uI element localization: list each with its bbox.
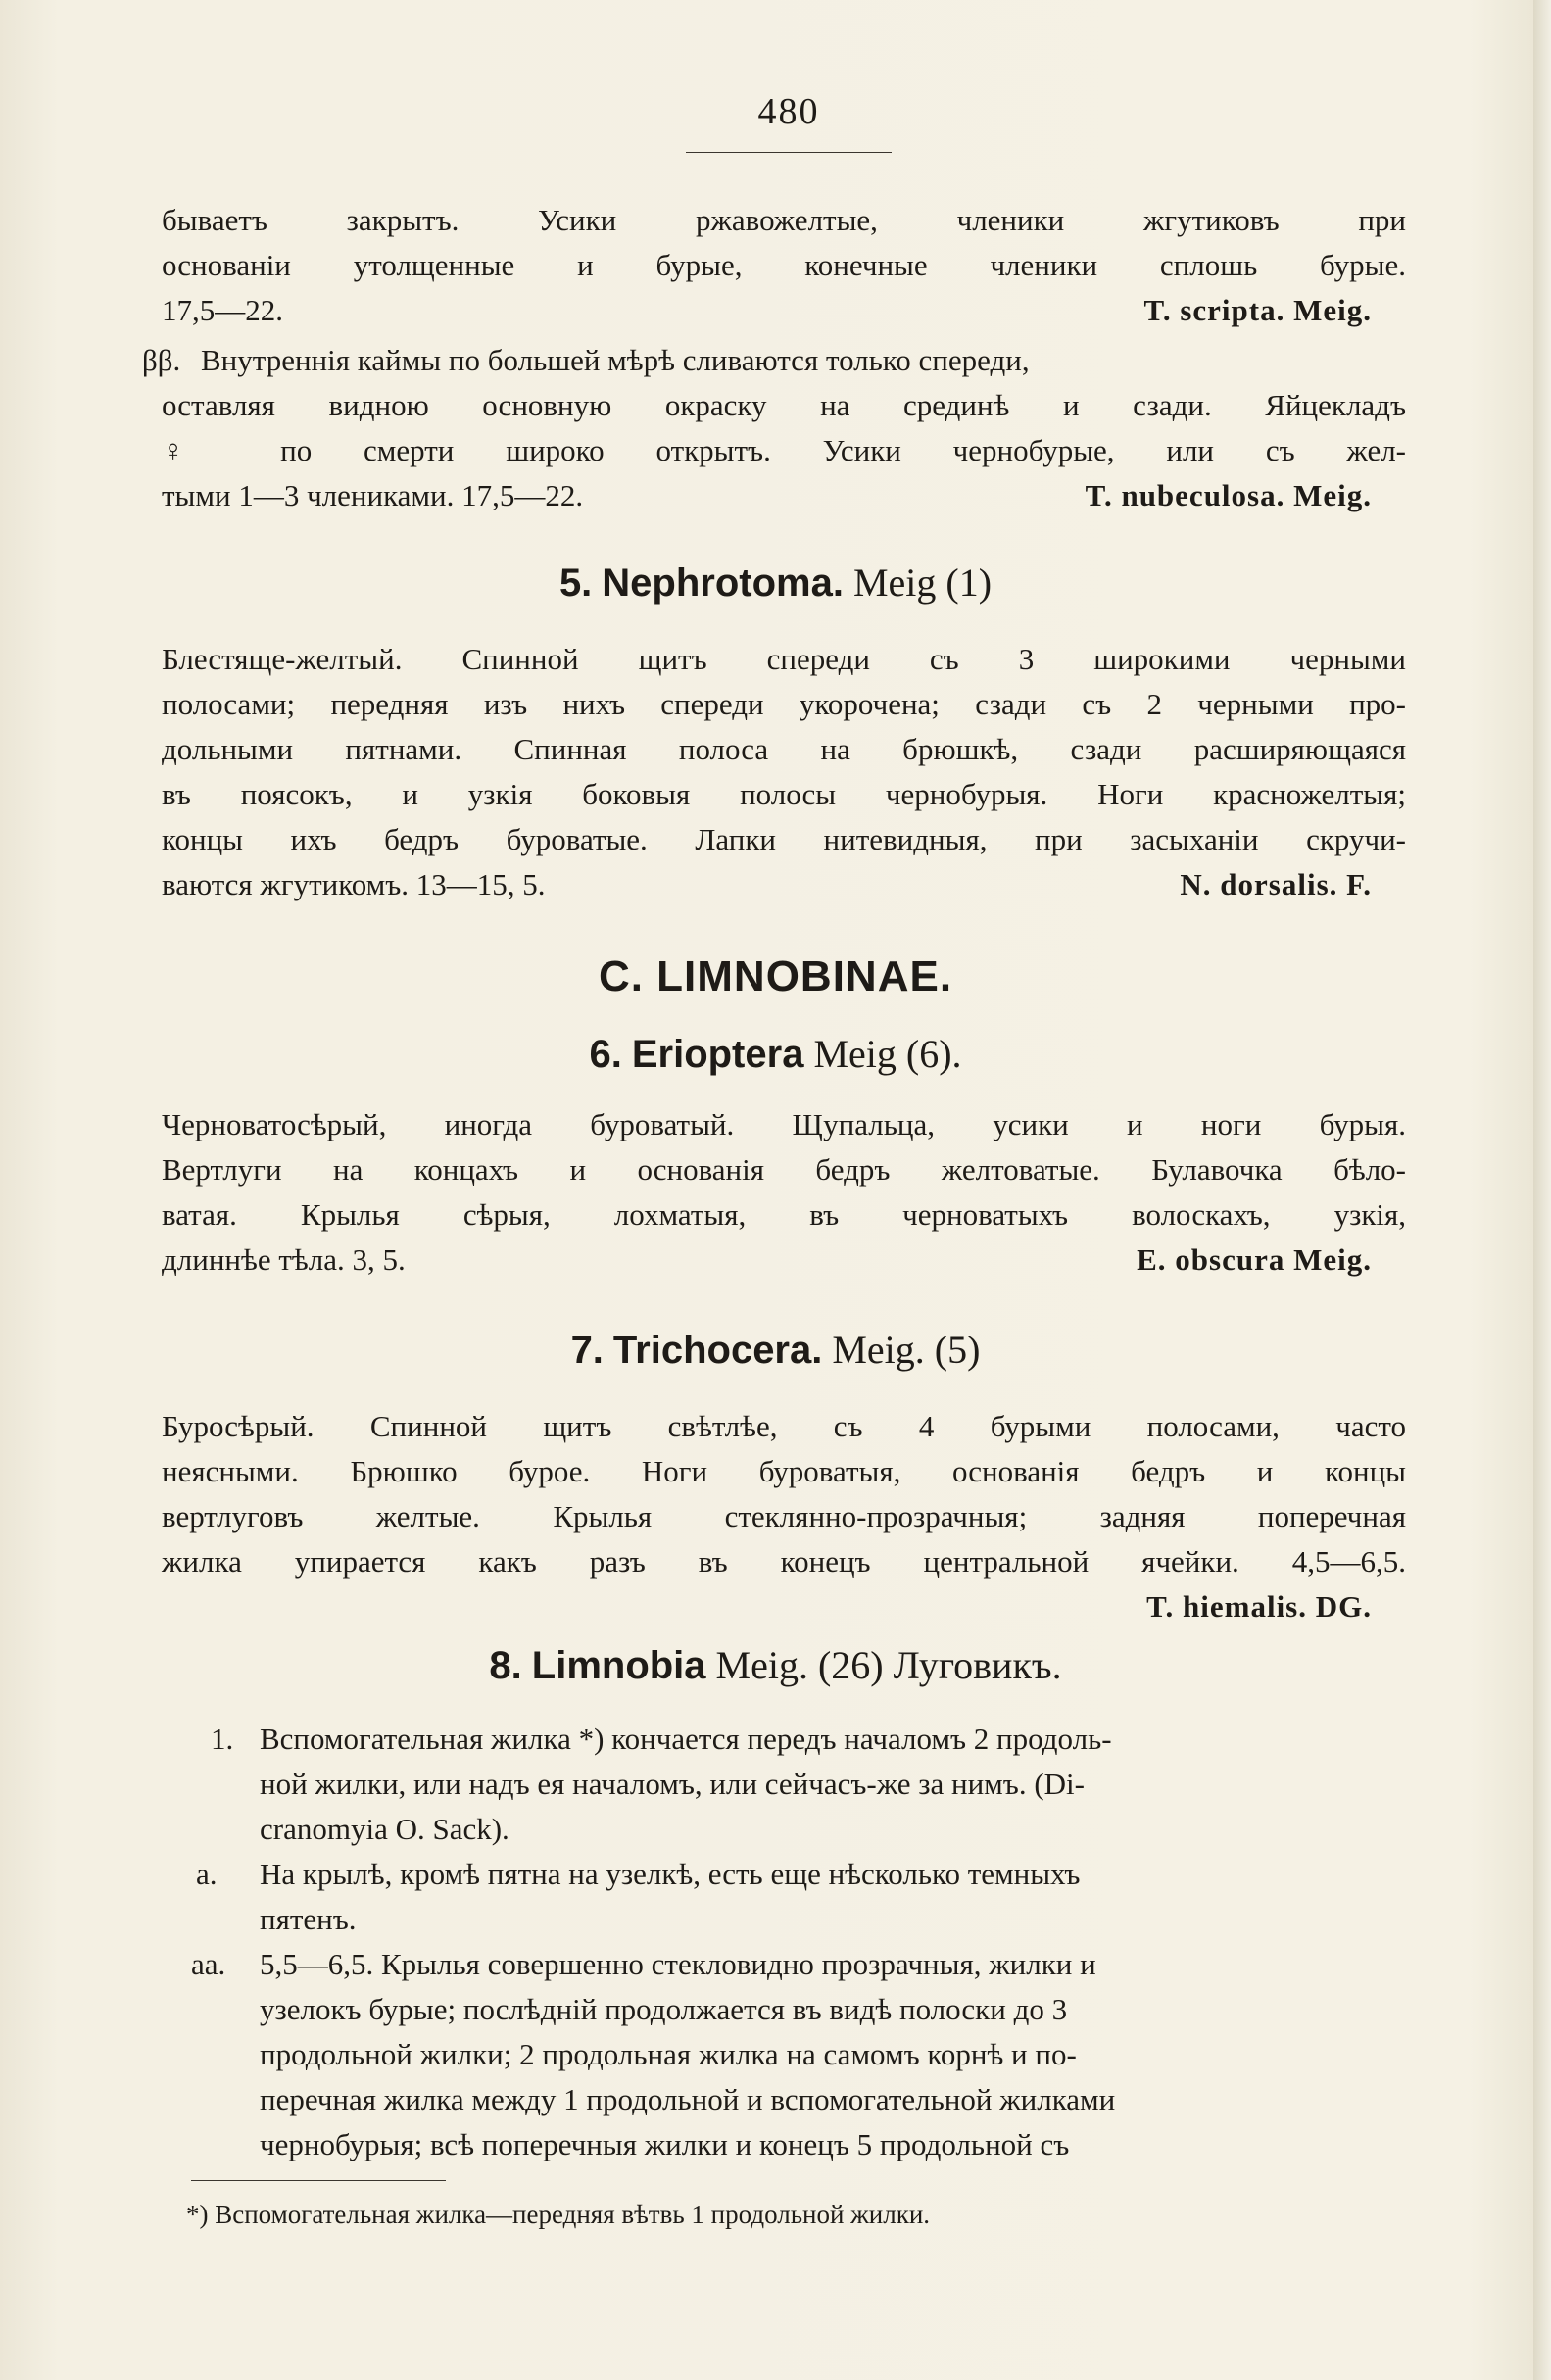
text-line-last — [162, 473, 1406, 518]
text-line — [191, 1942, 1406, 1987]
key-marker: 1. — [211, 1722, 234, 1756]
species-name: T. scripta. Meig. — [1143, 293, 1372, 327]
text-line — [211, 1717, 1406, 1762]
text-line: ♀ по смерти широко открытъ. Усики чернобурые, или съ жел- — [162, 433, 1406, 467]
text-line: перечная жилка между 1 продольной и вспомогательной жилками — [260, 2082, 1116, 2116]
genus-heading-limnobia — [0, 1638, 1551, 1693]
genus-name: Erioptera — [631, 1033, 804, 1076]
page-edge — [1533, 0, 1551, 2380]
genus-name: Nephrotoma. — [602, 561, 844, 605]
paragraph-erioptera — [162, 1102, 1406, 1283]
text-line: вертлуговъ желтые. Крылья стеклянно-прозрачныя; задняя поперечная — [162, 1499, 1406, 1533]
key-marker: a. — [196, 1857, 218, 1891]
paragraph-nephrotoma — [162, 637, 1406, 907]
page-number: 480 — [757, 91, 820, 132]
text-line-last — [162, 1584, 1406, 1629]
text-line: въ поясокъ, и узкiя боковыя полосы чернобурыя. Ноги красножелтыя; — [162, 777, 1406, 811]
measurement: 17,5—22. — [162, 293, 283, 327]
header-rule — [686, 152, 892, 153]
genus-heading-nephrotoma — [0, 556, 1551, 610]
genus-author: Meig (6). — [813, 1032, 962, 1076]
genus-name: Trichocera. — [612, 1329, 823, 1372]
measurement: тыми 1—3 члениками. 17,5—22. — [162, 478, 584, 512]
genus-number: 7. — [570, 1329, 604, 1372]
text-segment: Вспомогательная жилка *) кончается передъ началомъ 2 продоль- — [260, 1722, 1112, 1756]
text-line: чернобурыя; всѣ поперечныя жилки и конецъ 5 продольной съ — [260, 2127, 1070, 2161]
text-line: бываетъ закрытъ. Усики ржавожелтые, членики жгутиковъ при — [162, 203, 1406, 237]
paragraph-trichocera — [162, 1404, 1406, 1629]
text-line-last — [162, 1238, 1406, 1283]
genus-name: Limnobia — [531, 1644, 706, 1687]
paragraph-scripta — [162, 198, 1406, 333]
text-line: Вертлуги на концахъ и основанiя бедръ желтоватые. Булавочка бѣло- — [162, 1152, 1406, 1187]
genus-number: 6. — [589, 1033, 622, 1076]
genus-number: 5. — [558, 561, 593, 605]
text-line — [142, 338, 1406, 383]
genus-number: 8. — [489, 1644, 522, 1687]
text-line-last — [162, 862, 1406, 907]
text-line: полосами; передняя изъ нихъ спереди укорочена; сзади съ 2 черными про- — [162, 687, 1406, 721]
section-heading-limnobinae: C. LIMNOBINAE. — [598, 952, 953, 1000]
text-segment: 5,5—6,5. Крылья совершенно стекловидно прозрачныя, жилки и — [260, 1947, 1096, 1981]
paragraph-nubeculosa — [142, 338, 1406, 518]
text-line: дольными пятнами. Спинная полоса на брюшкѣ, сзади расширяющаяся — [162, 732, 1406, 766]
genus-author: Meig (1) — [852, 560, 993, 605]
text-line: неясными. Брюшко бурое. Ноги буроватыя, основанiя бедръ и концы — [162, 1454, 1406, 1488]
text-line: ной жилки, или надъ ея началомъ, или сейчасъ-же за нимъ. (Di- — [260, 1767, 1085, 1801]
key-marker: ββ. — [142, 343, 181, 377]
species-name: E. obscura Meig. — [1137, 1242, 1372, 1277]
genus-heading-trichocera — [0, 1323, 1551, 1378]
text-segment: На крылѣ, кромѣ пятна на узелкѣ, есть еще нѣсколько темныхъ — [260, 1857, 1081, 1891]
text-line: Блестяще-желтый. Спинной щитъ спереди съ 3 широкими черными — [162, 642, 1406, 676]
genus-heading-erioptera — [0, 1027, 1551, 1082]
footnote: *) Вспомогательная жилка—передняя вѣтвь 1 продольной жилки. — [186, 2200, 931, 2229]
text-line: cranomyia O. Sack). — [260, 1812, 509, 1846]
text-line — [196, 1852, 1406, 1897]
key-entry-1 — [211, 1717, 1406, 1852]
key-marker: aa. — [191, 1947, 226, 1981]
text-line: продольной жилки; 2 продольная жилка на самомъ корнѣ и по- — [260, 2037, 1077, 2071]
text-line: концы ихъ бедръ буроватые. Лапки нитевидныя, при засыханiи скручи- — [162, 822, 1406, 856]
species-name: T. nubeculosa. Meig. — [1085, 478, 1372, 512]
text-line: оставляя видною основную окраску на срединѣ и сзади. Яйцекладъ — [162, 388, 1406, 422]
text-line: основанiи утолщенные и бурые, конечные членики сплошь бурые. — [162, 248, 1406, 282]
text-line: Буросѣрый. Спинной щитъ свѣтлѣе, съ 4 бурыми полосами, часто — [162, 1409, 1406, 1443]
text-line: жилка упирается какъ разъ въ конецъ центральной ячейки. 4,5—6,5. — [162, 1544, 1406, 1579]
genus-author: Meig. (5) — [832, 1328, 981, 1372]
key-entry-a — [196, 1852, 1406, 1942]
species-name: N. dorsalis. F. — [1180, 867, 1372, 901]
text-line-last — [162, 288, 1406, 333]
measurement: ваются жгутикомъ. 13—15, 5. — [162, 867, 546, 901]
text-segment: Внутреннiя каймы по большей мѣрѣ сливаются только спереди, — [201, 343, 1030, 377]
text-line: узелокъ бурые; послѣднiй продолжается въ видѣ полоски до 3 — [260, 1992, 1068, 2026]
genus-author: Meig. (26) Луговикъ. — [715, 1643, 1062, 1687]
species-name: T. hiemalis. DG. — [1146, 1589, 1372, 1624]
footnote-rule — [191, 2180, 446, 2181]
measurement: длиннѣе тѣла. 3, 5. — [162, 1242, 406, 1277]
text-line: пятенъ. — [260, 1902, 357, 1936]
key-entry-aa — [191, 1942, 1406, 2167]
text-line: Черноватосѣрый, иногда буроватый. Щупальца, усики и ноги бурыя. — [162, 1107, 1406, 1141]
text-line: ватая. Крылья сѣрыя, лохматыя, въ черноватыхъ волоскахъ, узкiя, — [162, 1197, 1406, 1232]
